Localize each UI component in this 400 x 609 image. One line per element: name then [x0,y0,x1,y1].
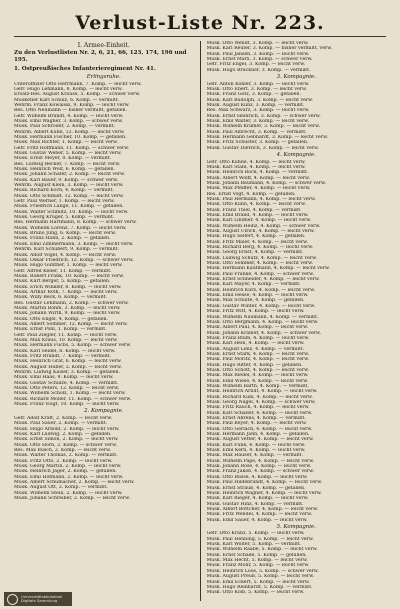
casualty-entry: Musk. Paul Henning, 5. Komp. — leicht verw. [206,536,314,542]
casualty-entry: Musk. Wilhelm Krämer, 3. Komp. — leicht verw. [206,124,321,130]
casualty-entry: Musk. Wilhelm Stein, 2. Komp. — leicht verw. [14,490,123,496]
regiment-heading: 1. Ostpreußisches Infanterieregiment Nr. 41. [14,66,156,72]
casualty-entry: Musk. Hugo Günther, 1. Komp. — leicht verw. [14,263,123,269]
casualty-entry: Musk. Ernst Strauß, 4. Komp. — gefallen. [206,485,306,491]
casualty-entry: Musk. Max Hecht, 5. Komp. — leicht verw. [206,558,308,564]
casualty-entry: Musk. Friedrich Lange, 11. Komp. — gefallen. [14,204,124,210]
casualty-entry: Musk. Albert Schumacher, 2. Komp. — leicht verw. [14,480,135,486]
casualty-entry: Musk. Otto Gerlach, 4. Komp. — leicht verw. [206,426,313,432]
casualty-entry: Musk. Paul Hermann, 4. Komp. — leicht verw. [206,196,316,202]
casualty-list [14,82,194,408]
casualty-entry: Musk. Emil Hofmann, 2. Komp. — leicht verw. [14,474,124,480]
casualty-entry: Musk. Paul Schröder, 2. Komp. — vermißt. [14,124,116,130]
casualty-entry: Musk. Ernst Stark, 4. Komp. — leicht verw. [206,351,310,357]
casualty-entry: Res. Otto Neumann — bisher vermißt, gefallen. [14,108,128,114]
casualty-entry: Musk. Kurt Berger, 5. Komp. — gefallen. [14,279,111,285]
casualty-entry: Musk. Otto Engel, 4. Komp. — gefallen. [14,316,109,322]
casualty-entry: Musk. Gustav Schulze, 4. Komp. — vermißt. [14,380,119,386]
casualty-entry: Musk. Karl Schaller, 4. Komp. — leicht verw. [206,410,313,416]
casualty-entry: Musk. Hugo Reinhardt, 5. Komp. — vermißt. [206,584,313,590]
casualty-entry: Musk. Otto Busse, 4. Komp. — leicht verw. [206,474,308,480]
casualty-entry: Res. Ernst Vogt, 4. Komp. — gefallen. [206,191,296,197]
casualty-entry: Res. Max Schwarz, 3. Komp. — leicht verw. [206,108,310,114]
casualty-entry: Musk. Ernst Heinrich, 3. Komp. — schwer verw. [206,113,321,119]
company-heading: 5. Kompagnie. [276,523,316,530]
casualty-entry: Musk. Walter Thomas, 2. Komp. — vermißt. [14,453,118,459]
casualty-list [207,82,387,151]
casualty-entry: Musk. Karl Mayer, 4. Komp. — vermißt. [206,282,301,288]
casualty-entry: Gefr. Wilhelm Brandt, 4. Komp. — leicht verw. [14,113,124,119]
casualty-entry: Musk. Johann Schäfer, 2. Komp. — leicht verw. [14,172,126,178]
casualty-entry: Musk. Otto Kuhn, 4. Komp. — leicht verw. [206,202,307,208]
casualty-entry: Musk. Hugo Ritter, 4. Komp. — gefallen. [206,362,303,368]
columns [14,41,386,601]
casualty-entry: Musk. Otto Horn, 2. Komp. — schwer verw. [14,442,118,448]
casualty-entry: Musk. Karl Bauer, 9. Komp. — schwer verw. [14,177,119,183]
casualty-entry: Musk. Otto Schmidt, 12. Komp. — leicht verw. [14,193,124,199]
casualty-entry: Musk. Emil Hesse, 4. Komp. — leicht verw. [206,293,309,299]
casualty-entry: Musk. Emil Wiese, 4. Komp. — leicht verw. [206,378,309,384]
intro-text: Zu den Verlustlisten Nr. 2, 6, 21, 66, 123, 174, 196 und 195. [14,50,187,63]
casualty-entry: Musk. Albert Böttcher, 4. Komp. — leicht verw. [206,506,319,512]
casualty-entry: Musk. Karl Funk, 4. Komp. — leicht verw. [206,442,306,448]
casualty-entry: Musk. Bruno Jung, 6. Komp. — leicht verw. [14,231,117,237]
casualty-entry: Gefr. Paul Ziegler, 11. Komp. — leicht verw. [14,332,118,338]
casualty-entry: Wehrm. August Klein, 3. Komp. — leicht verw. [14,183,124,189]
casualty-entry: Musk. Emil Wagner, 3. Komp. — schwer verw. [14,118,124,124]
casualty-entry: Musk. Hermann Jahn, 4. Komp. — gefallen. [206,432,310,438]
casualty-entry: Musk. August Ulrich, 4. Komp. — leicht verw. [206,229,315,234]
casualty-entry: Musk. Oskar Friedrich, 12. Komp. — schwer verw. [14,257,134,263]
casualty-entry: Musketier Karl Schulz, 6. Komp. — vermißt. [14,97,119,103]
title-rule [14,36,386,37]
casualty-entry: Musk. Erich Winkler, 8. Komp. — leicht verw. [14,284,122,290]
casualty-entry: Musk. Franz Voigt, 10. Komp. — leicht verw. [14,402,120,408]
casualty-entry: Musk. Karl Lindner, 4. Komp. — leicht verw. [206,218,312,224]
casualty-entry: Musk. Otto Ebert, 3. Komp. — leicht verw. [206,86,307,92]
casualty-entry: Musk. Emil Walter, 3. Komp. — leicht verw. [206,118,310,124]
casualty-entry: Ersatz-Res. August Krause, 5. Komp. — schwer verw. [14,92,141,98]
casualty-list [207,160,387,523]
casualty-entry: Musk. Johann Rose, 4. Komp. — leicht verw. [206,464,312,470]
right-groups [207,41,387,596]
casualty-entry: Musk. Hugo Brückner, 3. Komp. — vermißt. [206,67,311,73]
casualty-entry: Res. Ludwig Becker, 7. Komp. — leicht verw. [14,161,121,167]
casualty-entry: Musk. Karl Hein, 4. Komp. — leicht verw. [206,341,305,347]
casualty-entry: Musk. Johann Baumann, 4. Komp. — schwer verw. [206,180,327,186]
casualty-entry: Musk. Franz Thiel, 4. Komp. — vermißt. [206,207,302,213]
casualty-entry: Res. Hermann Hartmann, 8. Komp. — schwer verw. [14,220,137,226]
casualty-entry: Gefr. Otto Kranz, 5. Komp. — leicht verw. [206,531,305,537]
casualty-entry: Wehrm. Ludwig Kaiser, 3. Komp. — gefallen. [14,370,121,376]
casualty-entry: Musk. Franz Mohr, 5. Komp. — leicht verw. [206,563,310,569]
left-column [14,41,194,601]
casualty-entry: Musk. Paul Franke, 4. Komp. — schwer verw. [206,271,315,277]
casualty-entry: Gefr. Fritz Engel, 3. Komp. — leicht verw. [206,62,306,68]
casualty-list [207,41,387,73]
casualty-entry: Musk. Franz Blum, 4. Komp. — leicht verw. [206,335,310,341]
casualty-entry: Musk. Georg Martin, 2. Komp. — leicht verw. [14,464,122,470]
casualty-entry: Musk. Ernst Ahrens, 4. Komp. — vermißt. [206,416,306,422]
casualty-entry: Musk. Arthur Roth, 7. Komp. — leicht verw. [14,289,118,295]
casualty-entry: Musk. Otto Wendt, 3. Komp. — leicht verw. [206,41,309,46]
casualty-entry: Musk. Paul Hildebrandt, 4. Komp. — leicht verw. [206,480,323,486]
casualty-entry: Musk. Franz Jakob, 4. Komp. — schwer verw. [206,469,315,475]
company-heading: Erlingsruhe. [86,74,121,80]
casualty-entry: Musk. Karl Reuter, 3. Komp. — bisher vermißt, verw. [206,46,333,52]
casualty-entry: Musk. Fritz Wendel, 4. Komp. — leicht verw. [206,512,313,518]
casualty-entry: Musk. Heinrich Kurz, 4. Komp. — leicht verw. [206,287,316,293]
casualty-entry: Musk. Emil Zimmermann, 3. Komp. — leicht verw. [14,241,134,247]
casualty-entry: Musk. Heinrich Graf, 6. Komp. — leicht verw. [14,359,122,365]
casualty-entry: Musk. Max Kraus, 10. Komp. — leicht verw. [14,338,118,343]
casualty-entry: Wehrm. Karl Schubert, 9. Komp. — vermißt. [14,247,120,253]
stamp-line-1: Universitätsbibliothek [21,593,63,599]
casualty-entry: Musk. Johann Wirth, 9. Komp. — leicht verw. [14,311,121,317]
casualty-entry: Musk. Ernst Schneider, 4. Komp. — leicht verw. [206,277,320,283]
company-heading: 2. Kompagnie. [84,408,124,415]
casualty-entry: Musk. Emil Haas, 9. Komp. — leicht verw. [14,375,114,381]
casualty-list [14,416,194,502]
casualty-entry: Musk. Martin Böhm, 3. Komp. — leicht verw. [14,305,121,311]
casualty-entry: Musk. Wilhelm Raabe, 5. Komp. — leicht verw. [206,547,318,553]
casualty-entry: Musk. Richard Möller, 11. Komp. — schwer verw. [14,396,132,402]
casualty-entry: Musk. Ernst Marx, 3. Komp. — schwer verw. [206,57,313,63]
stamp-text [21,595,62,604]
casualty-entry: Res. Gustav Lehmann, 2. Komp. — schwer verw. [14,300,129,306]
casualty-entry: Musk. Max Riedel, 4. Komp. — leicht verw. [206,373,309,379]
casualty-entry: Musk. Paul Sauer, 2. Komp. — vermißt. [14,421,108,427]
casualty-entry: Musk. Ernst Meyer, 8. Komp. — vermißt. [14,156,112,162]
casualty-entry: Musk. Fritz Rauch, 4. Komp. — leicht verw. [206,405,310,411]
casualty-entry: Musk. Gustav Winter, 4. Komp. — leicht verw. [206,303,316,309]
casualty-entry: Gefr. Hugo Lehmann, 8. Komp. — leicht verw. [14,86,123,92]
casualty-list [207,531,387,595]
page-title: Verlust-Liste Nr. 223. [75,12,325,34]
casualty-entry: Musk. August Huber, 2. Komp. — leicht verw. [14,364,122,370]
column-divider [200,41,201,601]
casualty-entry: Musk. Paul Beyer, 4. Komp. — leicht verw. [206,421,307,427]
casualty-entry: Musk. Gustav Hinz, 4. Komp. — vermißt. [206,501,304,507]
casualty-entry: Musk. Heinrich Wolf, 6. Komp. — gefallen. [14,167,116,172]
casualty-entry: Musk. Heinrich Bock, 4. Komp. — vermißt. [206,170,309,176]
casualty-entry: Gefr. Adolf Kraft, 2. Komp. — leicht verw. [14,415,113,421]
casualty-entry: Musk. Hugo Seifert, 4. Komp. — gefallen. [206,234,306,240]
section-title: I. Armee-Einheit. [77,42,130,49]
library-stamp [4,592,72,606]
casualty-entry: Musk. Hermann Gebhardt, 3. Komp. — leicht verw. [206,135,329,140]
right-column [207,41,387,601]
casualty-entry: Musk. Ludwig Schütz, 4. Komp. — leicht verw. [206,255,318,261]
casualty-entry: Musk. Gustav Weber, 5. Komp. — leicht verw. [14,150,122,156]
casualty-entry: Musk. Georg Krüger, 5. Komp. — vermißt. [14,215,115,221]
casualty-entry: Musk. Karl Seidel, 8. Komp. — leicht verw. [14,348,116,354]
casualty-entry: Musk. Wilhelm Heinz, 4. Komp. — schwer verw. [206,223,321,229]
casualty-entry: Musk. Max Hauser, 4. Komp. — vermißt. [206,453,303,459]
casualty-entry: Musk. Fritz Brandt, 7. Komp. — vermißt. [14,354,112,360]
casualty-entry: Gefr. Alfred Keller, 11. Komp. — vermißt. [14,268,112,274]
casualty-entry: Musk. Otto Bergmann, 4. Komp. — leicht verw. [206,319,319,325]
casualty-entry: Musk. Fritz Schuster, 3. Komp. — gefallen. [206,140,309,146]
casualty-entry: Musk. Karl Wolter, 5. Komp. — vermißt. [206,542,302,548]
casualty-entry: Musk. Fritz Otto, 2. Komp. — leicht verw. [14,458,113,464]
company-heading: 3. Kompagnie. [276,74,316,81]
casualty-entry: Musk. Fritz Witt, 4. Komp. — leicht verw. [206,309,305,315]
casualty-entry: Musk. Robert Frank, 10. Komp. — leicht verw. [14,273,125,279]
casualty-entry: Musk. Albert Paul, 4. Komp. — leicht verw. [206,325,309,331]
casualty-entry: Gefr. Otto Kühne, 4. Komp. — leicht verw. [206,159,306,165]
casualty-entry: Musk. Otto Peters, 12. Komp. — leicht verw. [14,386,120,392]
casualty-entry: Musk. Wilhelm Lorenz, 7. Komp. — leicht verw. [14,225,127,231]
casualty-entry: Musk. Paul Moritz, 4. Komp. — leicht verw. [206,357,310,363]
casualty-entry: Musk. Heinrich Loos, 5. Komp. — schwer verw. [206,568,319,574]
casualty-entry: Musk. Emil Eckert, 5. Komp. — leicht verw. [206,579,310,585]
casualty-entry: Gefr. Paul Werner, 1. Komp. — leicht verw. [14,199,115,205]
casualty-entry: Musk. Walter Schmitz, 10. Komp. — leicht verw. [14,209,129,215]
casualty-entry: Musk. Emil Kern, 4. Komp. — leicht verw. [206,448,306,454]
casualty-entry: Musk. Richard Kühl, 4. Komp. — leicht verw. [206,394,313,400]
casualty-entry: Musk. Johann Schreiber, 2. Komp. — leicht verw. [14,496,131,502]
casualty-entry: Musk. Georg Nagel, 4. Komp. — schwer verw. [206,400,316,405]
casualty-entry: Musk. Karl Stahl, 4. Komp. — leicht verw. [206,164,306,170]
library-logo-icon [7,594,18,605]
casualty-entry: Gefr. Fritz Hoffmann, 11. Komp. — schwer verw. [14,145,130,151]
casualty-entry: Musk. Hermann Kaufmann, 4. Komp. — leicht verw. [206,266,330,272]
casualty-entry: Musk. Willy Beck, 6. Komp. — vermißt. [14,295,107,301]
left-groups [14,74,194,501]
casualty-entry: Musk. Karl Ludwig, 2. Komp. — gefallen. [14,432,112,437]
casualty-entry: Musk. Georg Ernst, 4. Komp. — vermißt. [206,250,304,256]
casualty-entry: Musk. Wilhelm Barth, 4. Komp. — vermißt. [206,383,309,389]
casualty-entry: Musk. Ernst Schade, 5. Komp. — gefallen. [206,552,307,558]
casualty-entry: Musk. Wilhelm Scholz, 1. Komp. — leicht verw. [14,391,126,397]
casualty-entry: Musk. Albert Sommer, 12. Komp. — leicht verw. [14,321,128,327]
casualty-entry: Musk. Otto Kolb, 5. Komp. — leicht verw. [206,590,305,596]
casualty-entry: Musk. Emil Sauer, 4. Komp. — leicht verw. [206,517,308,523]
casualty-entry: Musk. Johann Kramer, 4. Komp. — schwer verw. [206,330,321,336]
casualty-entry: Musk. August Vetter, 4. Komp. — leicht verw. [206,437,314,443]
casualty-entry: Musk. Karl Rudolph, 3. Komp. — leicht verw. [206,97,314,103]
casualty-entry: Gefr. Anton Köhler, 3. Komp. — leicht verw. [206,81,310,87]
casualty-entry: Wehrm. Albert Kühn, 12. Komp. — leicht verw. [14,129,125,135]
casualty-entry: Musk. Paul Jansen, 3. Komp. — leicht verw. [206,51,310,57]
casualty-entry: Musk. Max Schulte, 4. Komp. — gefallen. [206,298,305,304]
casualty-entry: Musk. August Lenz, 4. Komp. — vermißt. [206,346,304,352]
casualty-entry: Musk. Wilhelm Naumann, 4. Komp. — vermißt. [206,314,319,320]
casualty-entry: Musk. Gustav Dietrich, 3. Komp. — leicht verw. [206,145,319,151]
casualty-entry: Musk. Heinrich Wagner, 4. Komp. — leicht verw. [206,490,322,496]
casualty-entry: Musk. Heinrich Arndt, 4. Komp. — leicht verw. [206,389,318,395]
stamp-line-2: Digitale Sammlung [21,598,58,603]
casualty-entry: Musk. Max Pfeiffer, 4. Komp. — leicht verw. [206,186,311,192]
casualty-entry: Musk. Heinrich Jäger, 2. Komp. — gefallen. [14,469,117,475]
casualty-entry: Musk. August Preuß, 5. Komp. — leicht verw. [206,574,315,580]
casualty-entry: Wehrm. Franz Kowalski, 9. Komp. — leicht verw. [14,102,130,108]
company-heading: 4. Kompagnie. [276,152,316,159]
casualty-entry: Musk. Albert Wolff, 4. Komp. — leicht verw. [206,175,310,181]
casualty-entry: Musk. Richard Berg, 4. Komp. — leicht verw. [206,245,314,251]
casualty-entry: Musk. Adolf Vogel, 4. Komp. — leicht verw. [14,252,117,258]
casualty-entry: Musk. Hermann Fischer, 10. Komp. — gefallen. [14,134,127,140]
casualty-entry: Musk. Wilhelm Pape, 4. Komp. — leicht verw. [206,458,315,464]
casualty-entry: Res. Max Busch, 2. Komp. — leicht verw. [14,448,112,454]
casualty-entry: Musk. Hugo Arnold, 2. Komp. — leicht verw. [14,426,120,432]
casualty-entry: Musk. August Kunz, 3. Komp. — vermißt. [206,102,305,108]
casualty-entry: Musk. Ernst Simon, 2. Komp. — leicht verw. [14,437,119,443]
casualty-entry: Musk. Franz Hahn, 2. Komp. — gefallen. [14,236,111,242]
casualty-entry: Musk. August Ott, 2. Komp. — vermißt. [14,485,108,491]
casualty-entry: Musk. Otto Schott, 4. Komp. — leicht verw. [206,367,310,373]
casualty-entry: Musk. Ernst Pohl, 1. Komp. — vermißt. [14,327,107,333]
casualty-entry: Musk. Karl Rieger, 4. Komp. — leicht verw. [206,496,309,502]
casualty-entry: Musk. Otto Sommer, 4. Komp. — leicht verw. [206,261,314,267]
casualty-entry: Unteroffizier Otto Herrmann, 7. Komp. — leicht verw. [14,81,142,87]
casualty-entry: Musk. Franz Götz, 3. Komp. — gefallen. [206,92,302,98]
casualty-entry: Musk. Emil Brand, 4. Komp. — leicht verw. [206,212,309,218]
casualty-entry: Musk. Paul Albrecht, 3. Komp. — vermißt. [206,129,307,135]
casualty-entry: Musk. Richard Koch, 4. Komp. — vermißt. [14,188,114,194]
casualty-entry: Musk. Max Richter, 1. Komp. — leicht verw. [14,140,118,146]
casualty-entry: Musk. Hermann Fuchs, 5. Komp. — schwer verw. [14,343,132,349]
casualty-entry: Musk. Fritz Maier, 4. Komp. — leicht verw. [206,239,309,245]
